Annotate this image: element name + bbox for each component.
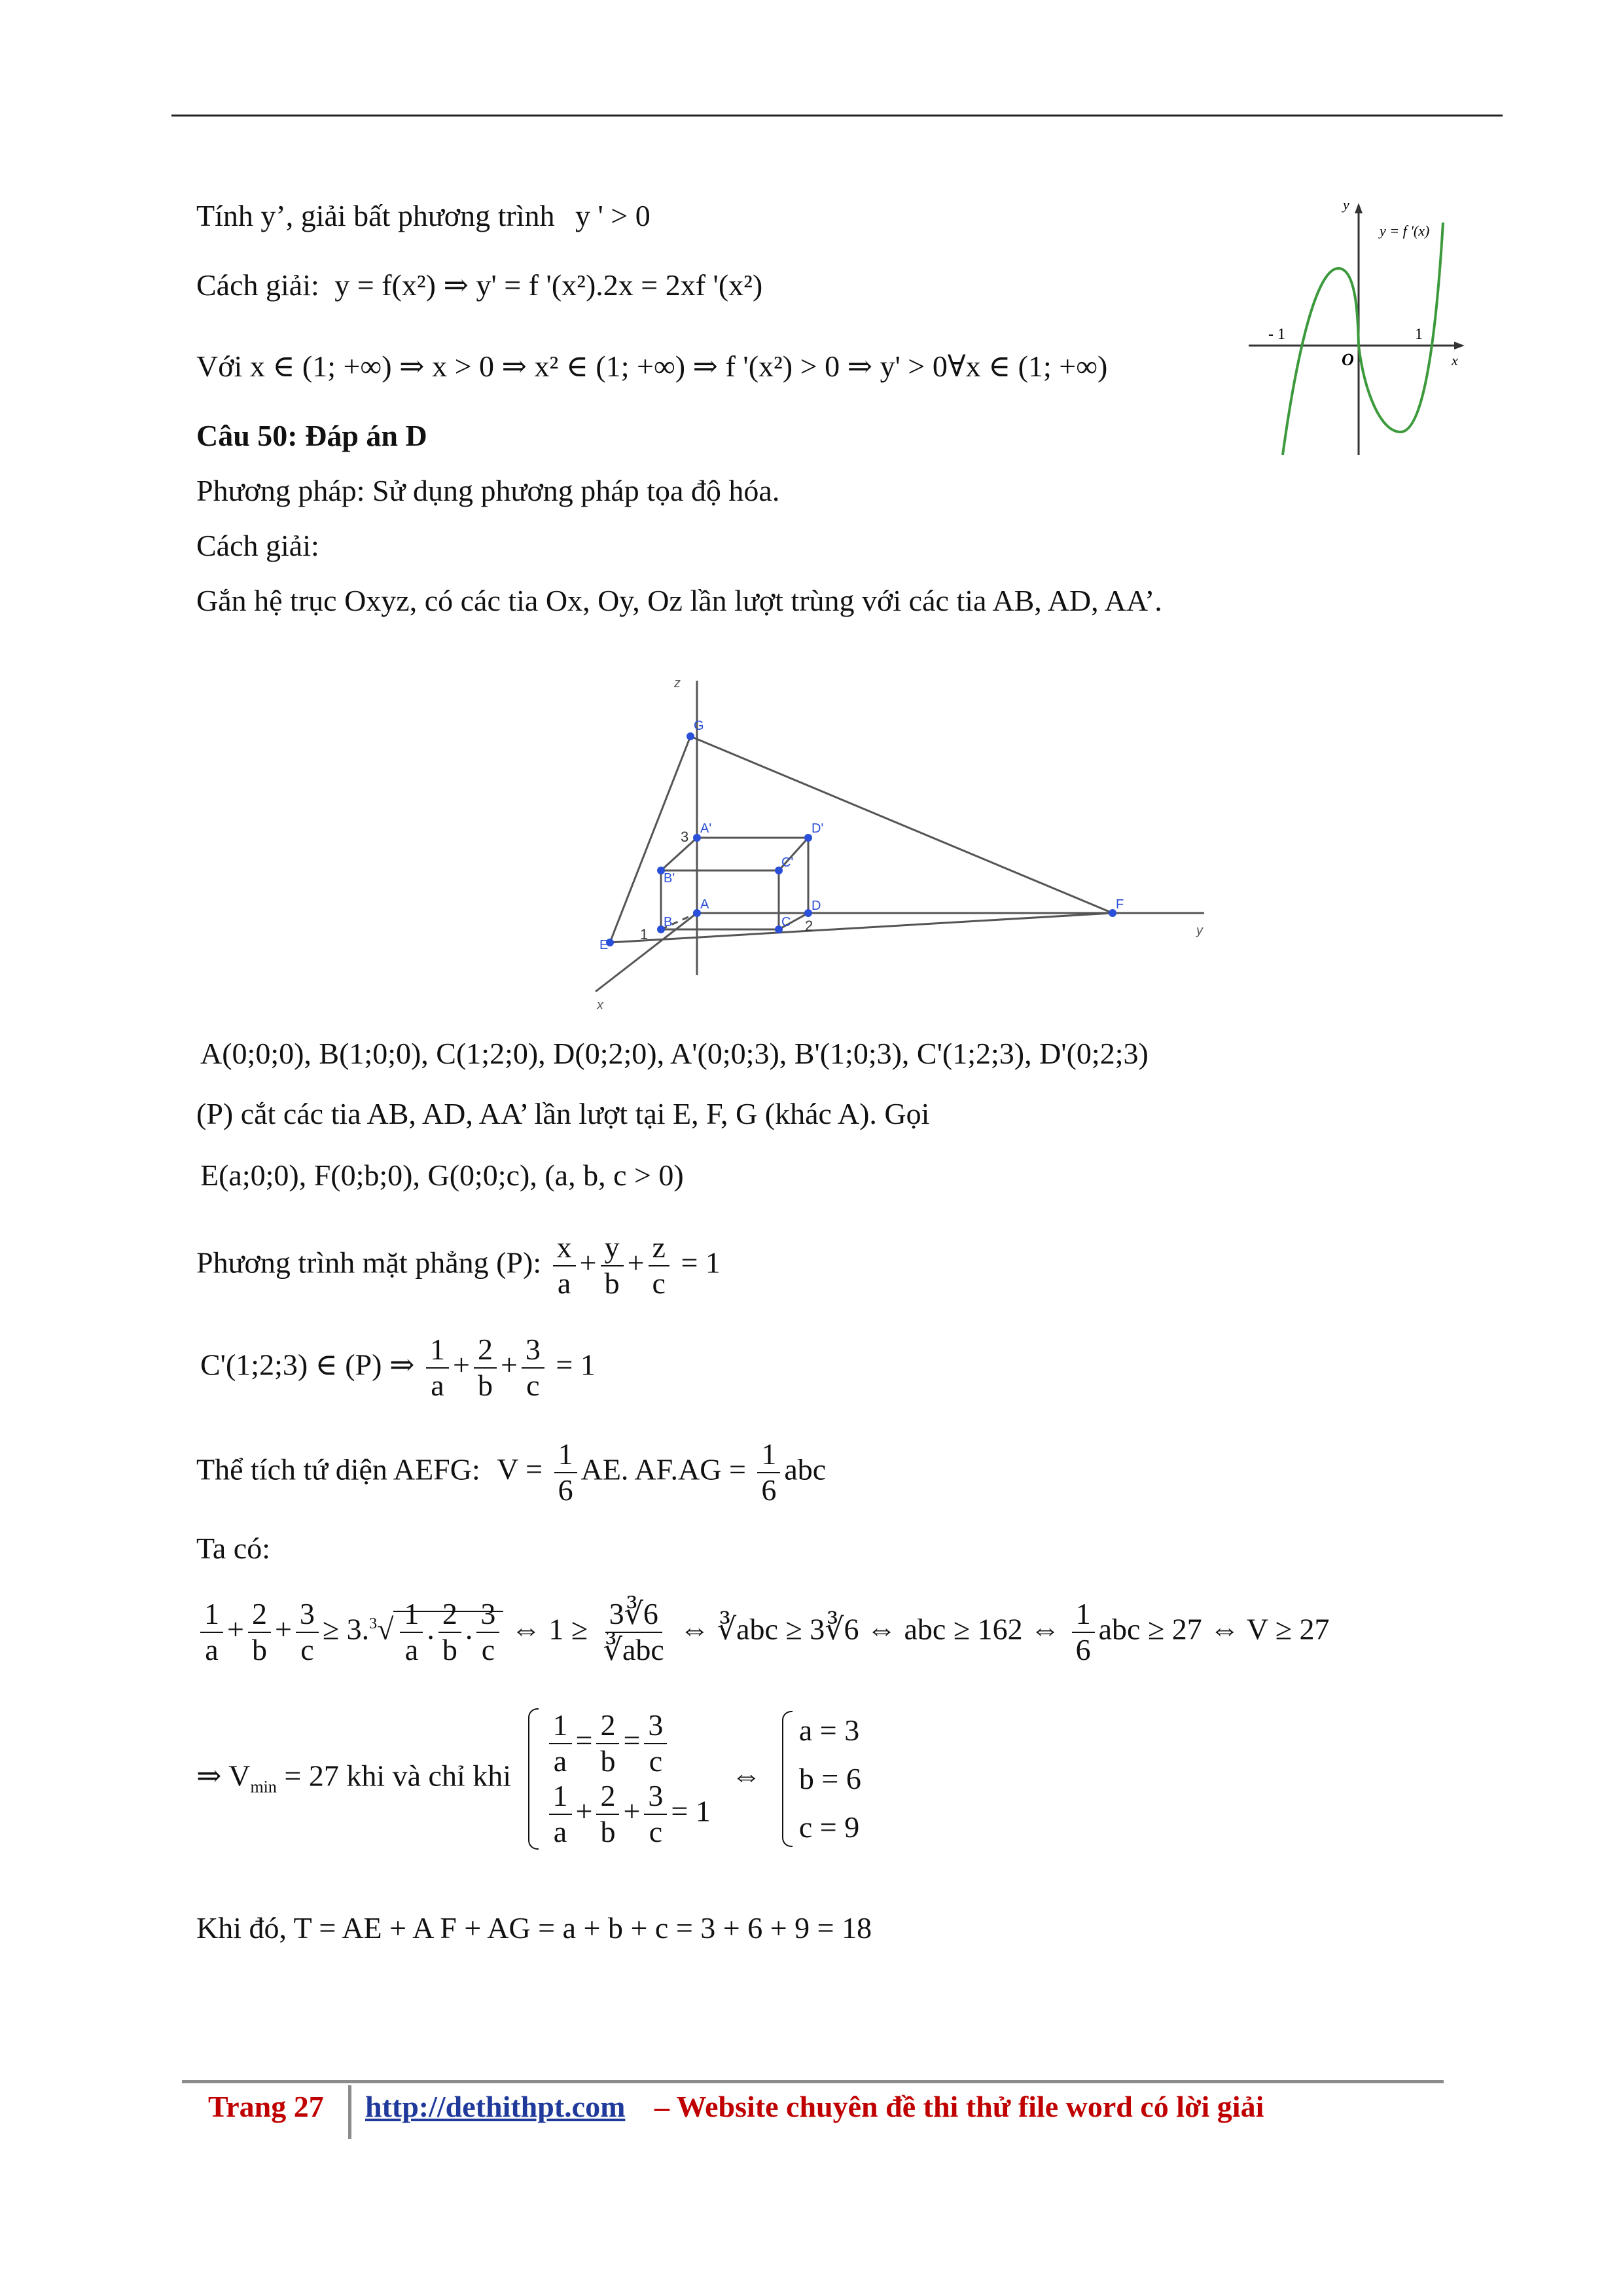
plane-equation: Phương trình mặt phẳng (P): $\frac{x}{a}$ + $\frac{y}{b}$ + $\frac{z}{c}$ = 1 xyxy=(196,1230,721,1300)
graph-minus-one: - 1 xyxy=(1268,326,1285,343)
efg-coordinates: E(a;0;0), F(0;b;0), G(0;0;c), (a, b, c > 0) xyxy=(200,1158,684,1192)
step-solution-expr: y = f(x²) ⇒ y' = f '(x²).2x = 2xf '(x²) xyxy=(334,268,763,302)
footer-tagline: – Website chuyên đề thi thử file word có lời giải xyxy=(654,2090,1264,2123)
label-g: G xyxy=(694,719,704,733)
plane-text: (P) cắt các tia AB, AD, AA’ lần lượt tại E, F, G (khác A). Gọi xyxy=(196,1097,930,1130)
tick-3: 3 xyxy=(681,829,689,845)
frac-z-c: $\frac{z}{c}$ xyxy=(649,1230,669,1301)
step-conclusion-expr: Với x ∈ (1; +∞) ⇒ x > 0 ⇒ x² ∈ (1; +∞) ⇒ f '(x²) > 0 ⇒ y' > 0∀x ∈ (1; +∞) xyxy=(196,350,1108,383)
graph-y-label: y xyxy=(1343,196,1349,213)
graph-x-label: x xyxy=(1452,352,1458,368)
label-y: y xyxy=(1196,924,1203,938)
label-z: z xyxy=(674,676,681,691)
footer-rule xyxy=(182,2080,1444,2083)
step-derivative-expr: y ' > 0 xyxy=(575,199,651,232)
label-e: E xyxy=(599,938,609,952)
step-derivative-label: Tính y’, giải bất phương trình xyxy=(196,199,555,232)
solve-label: Cách giải: xyxy=(196,529,319,562)
graph-func-label: y = f '(x) xyxy=(1380,223,1430,239)
graph-y-arrow xyxy=(1355,203,1363,213)
label-x: x xyxy=(597,998,603,1013)
question-50-title: Câu 50: Đáp án D xyxy=(196,419,427,452)
system-right: a = 3 b = 6 c = 9 xyxy=(782,1711,861,1847)
axes-text: Gắn hệ trục Oxyz, có các tia Ox, Oy, Oz lần lượt trùng với các tia AB, AD, AA’. xyxy=(196,584,1162,617)
label-b: B xyxy=(664,915,673,929)
label-d1: D' xyxy=(812,821,824,836)
footer-website-link[interactable]: http://dethithpt.com xyxy=(365,2090,626,2123)
header-rule xyxy=(171,115,1503,117)
system-left: $\frac{1}{a}$ = $\frac{2}{b}$ = $\frac{3}{c}$ $\frac{1}{a}$ + $\frac{2}{b}$ + $\frac{3}{c}$ = 1 xyxy=(528,1708,711,1850)
box-top-left xyxy=(661,838,697,870)
edge-ge xyxy=(610,736,690,942)
edge-gf xyxy=(690,736,1113,913)
label-a1: A' xyxy=(700,821,712,836)
footer-divider xyxy=(348,2085,351,2139)
frac-y-b: $\frac{y}{b}$ xyxy=(601,1230,624,1301)
label-f: F xyxy=(1116,897,1124,912)
tick-2: 2 xyxy=(805,918,813,934)
graph-origin: O xyxy=(1342,350,1354,369)
step-solution xyxy=(196,266,762,305)
point-g xyxy=(687,732,694,740)
final-result: Khi đó, T = AE + A F + AG = a + b + c = 3 + 6 + 9 = 18 xyxy=(196,1911,872,1945)
label-c: C xyxy=(781,915,791,929)
x-axis xyxy=(596,913,697,992)
step-conclusion xyxy=(196,347,1107,386)
inequality-chain: $\frac{1}{a}$ + $\frac{2}{b}$ + $\frac{3}{c}$ ≥ 3.$^3$√ $\frac{1}{a}$ . $\frac{2}{b}$ . $\frac{3}{c}$ ⇔ 1 ≥ $\frac{3∛6}{\text{∛abc}}$ ⇔ ∛abc ≥ 3∛6 ⇔ abc ≥ 162 ⇔ $\frac{1}{6}$ abc ≥ 27 ⇔ V ≥ 27 xyxy=(196,1597,1330,1668)
taco-label: Ta có: xyxy=(196,1532,271,1565)
label-c1: C' xyxy=(781,855,794,870)
label-b1: B' xyxy=(664,871,675,886)
cprime-condition: C'(1;2;3) ∈ (P) ⇒ $\frac{1}{a}$ + $\frac{2}{b}$ + $\frac{3}{c}$ = 1 xyxy=(200,1333,596,1402)
method-text: Phương pháp: Sử dụng phương pháp tọa độ hóa. xyxy=(196,474,780,507)
step-solution-label: Cách giải: xyxy=(196,268,319,302)
tick-1: 1 xyxy=(640,926,649,942)
frac-x-a: $\frac{x}{a}$ xyxy=(553,1230,576,1301)
step-derivative xyxy=(196,196,651,236)
graph-x-arrow xyxy=(1454,342,1465,350)
graph-one: 1 xyxy=(1415,326,1423,343)
volume-formula: Thể tích tứ diện AEFG: V = $\frac{1}{6}$ AE. AF.AG = $\frac{1}{6}$ abc xyxy=(196,1437,827,1507)
footer-page-number: Trang 27 xyxy=(208,2090,324,2123)
plane-eq-label: Phương trình mặt phẳng (P): xyxy=(196,1246,542,1280)
coordinate-figure xyxy=(563,674,1257,1014)
label-d: D xyxy=(812,899,821,913)
vmin-condition: ⇒ $V_{min} = 27$ khi và chỉ khi $\frac{1}{a}$ = $\frac{2}{b}$ = $\frac{3}{c}$ $\frac{1}{a}$ + $\frac{2}{b}$ + $\frac{3}{c}$ = 1 ⇔ a = 3 b = 6 c = 9 xyxy=(196,1708,861,1848)
label-a: A xyxy=(700,897,709,912)
derivative-graph xyxy=(1243,196,1466,458)
coordinates: A(0;0;0), B(1;0;0), C(1;2;0), D(0;2;0), A'(0;0;3), B'(1;0;3), C'(1;2;3), D'(0;2;3) xyxy=(200,1037,1149,1070)
